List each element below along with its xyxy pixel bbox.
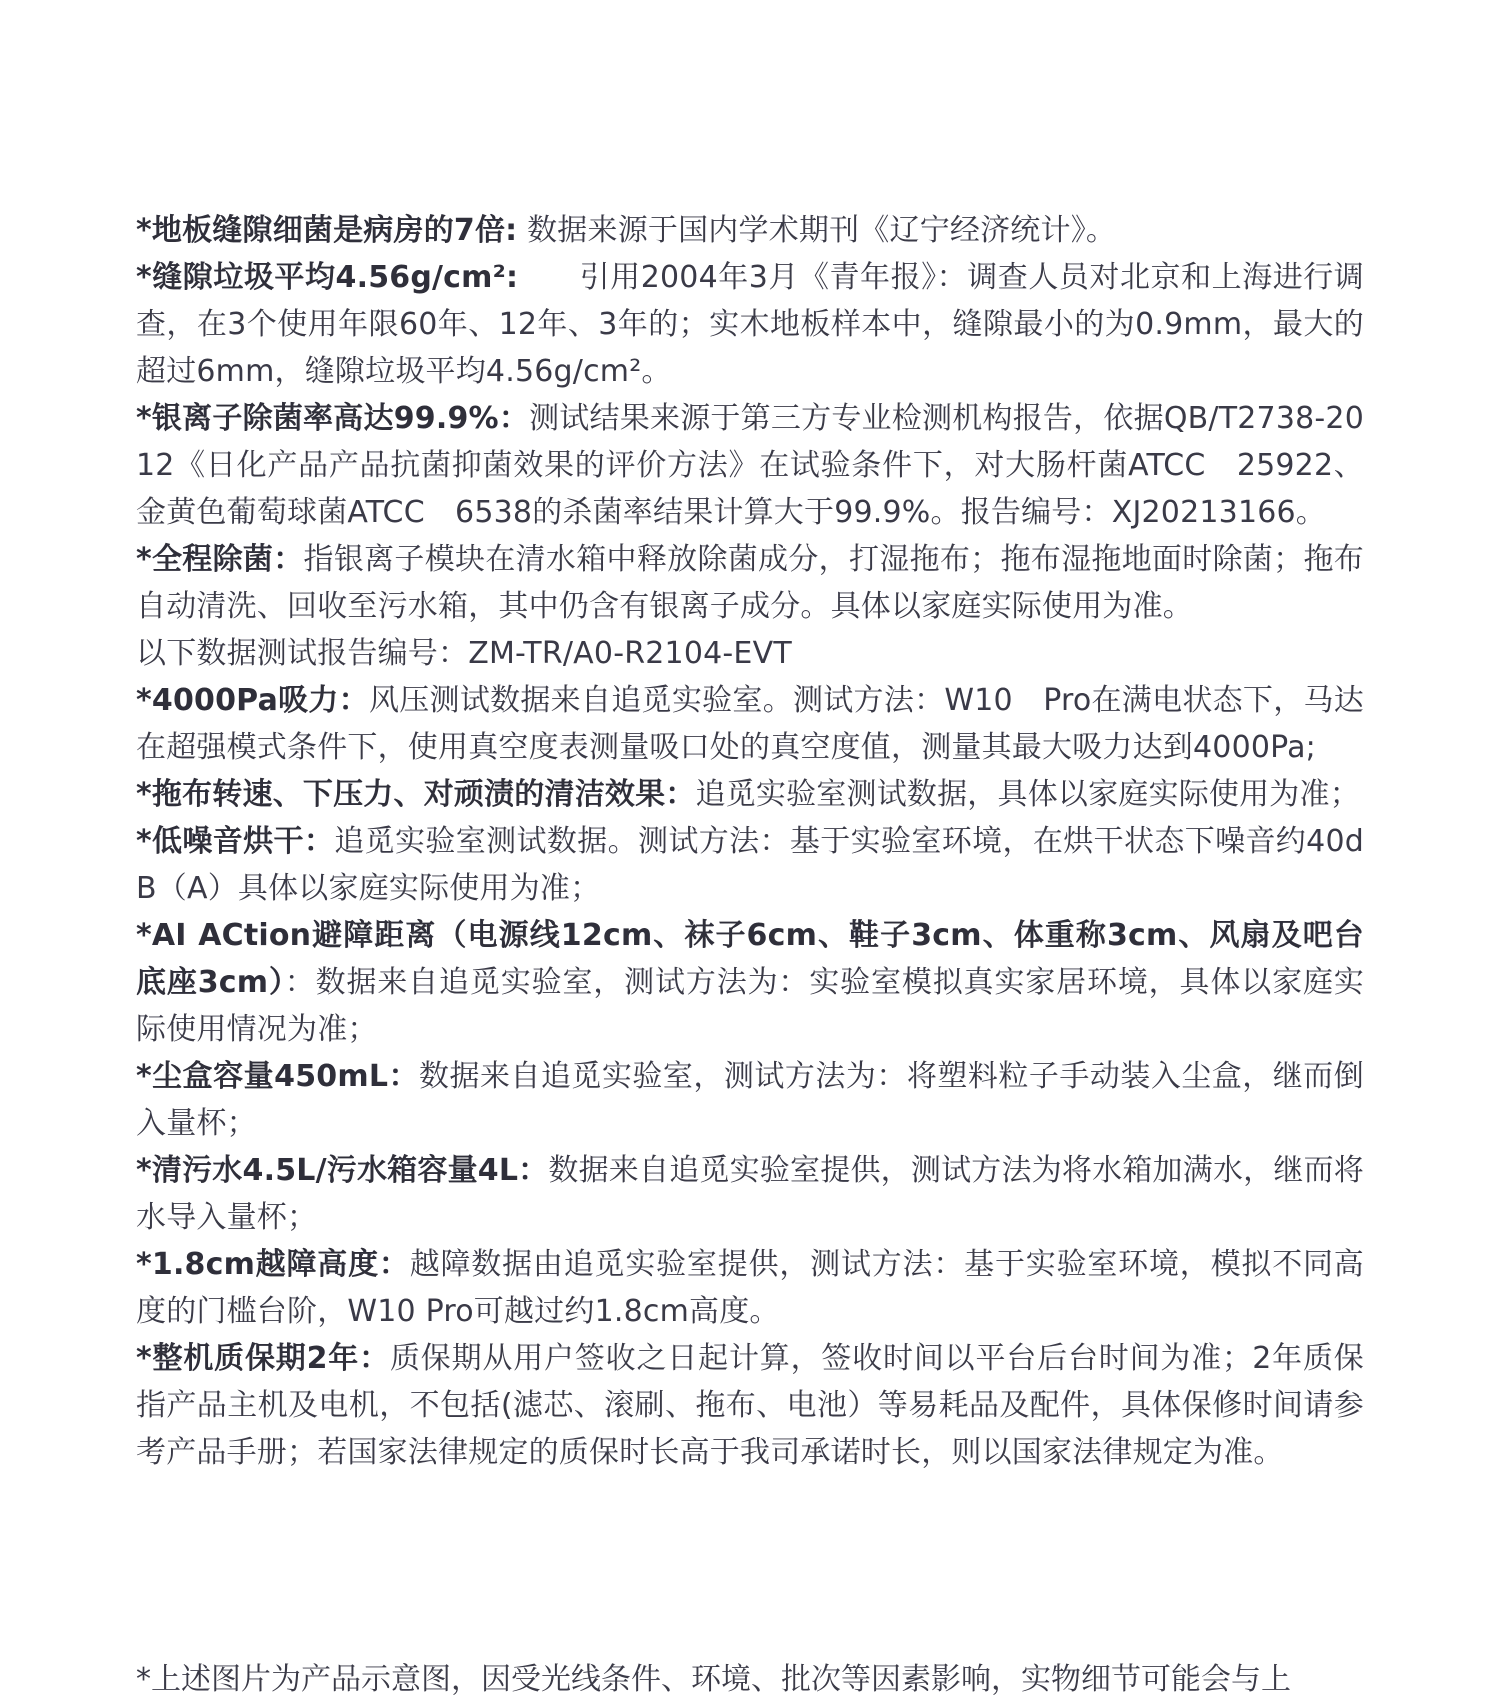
note-label: *4000Pa吸力： — [136, 683, 369, 718]
note-suction — [136, 677, 1364, 771]
note-label: *地板缝隙细菌是病房的7倍: — [136, 213, 518, 248]
note-text: 测试结果来源于第三方专业检测机构报告，依据QB/T2738-2012《日化产品产品抗菌抑菌效果的评价方法》在试验条件下，对大肠杆菌ATCC 25922、金黄色葡萄球菌ATCC 6538的杀菌率结果计算大于99.9%。报告编号：XJ20213166。 — [136, 401, 1364, 530]
note-text: 指银离子模块在清水箱中释放除菌成分，打湿拖布；拖布湿拖地面时除菌；拖布自动清洗、回收至污水箱，其中仍含有银离子成分。具体以家庭实际使用为准。 — [136, 542, 1365, 624]
note-text: 引用2004年3月《青年报》：调查人员对北京和上海进行调查，在3个使用年限60年、12年、3年的；实木地板样本中，缝隙最小的为0.9mm，最大的超过6mm，缝隙垃圾平均4.56g/cm²。 — [136, 260, 1365, 389]
note-obstacle-avoidance — [136, 912, 1364, 1053]
note-text: 追觅实验室测试数据。测试方法：基于实验室环境，在烘干状态下噪音约40dB（A）具体以家庭实际使用为准； — [136, 824, 1364, 906]
note-water-tanks — [136, 1147, 1364, 1241]
note-low-noise-drying — [136, 818, 1364, 912]
note-dust-box — [136, 1053, 1364, 1147]
note-label: *清污水4.5L/污水箱容量4L： — [136, 1153, 549, 1188]
footnotes-section — [136, 207, 1364, 1476]
note-label: *缝隙垃圾平均4.56g/cm²: — [136, 260, 519, 295]
note-text: 数据来自追觅实验室提供，测试方法为将水箱加满水，继而将水导入量杯； — [136, 1153, 1364, 1235]
note-text: 追觅实验室测试数据，具体以家庭实际使用为准； — [695, 777, 1360, 812]
note-label: *AI ACtion避障距离（电源线12cm、袜子6cm、鞋子3cm、体重称3cm、风扇及吧台底座3cm） — [136, 918, 1364, 1000]
note-label: *尘盒容量450mL： — [136, 1059, 419, 1094]
note-text: 数据来自追觅实验室，测试方法为：将塑料粒子手动装入尘盒，继而倒入量杯； — [136, 1059, 1364, 1141]
note-gap-dirt — [136, 254, 1364, 395]
note-silver-ion — [136, 395, 1364, 536]
note-label: *1.8cm越障高度： — [136, 1247, 410, 1282]
note-text: 风压测试数据来自追觅实验室。测试方法：W10 Pro在满电状态下，马达在超强模式条件下，使用真空度表测量吸口处的真空度值，测量其最大吸力达到4000Pa; — [136, 683, 1364, 765]
note-obstacle-height — [136, 1241, 1364, 1335]
note-label: *低噪音烘干： — [136, 824, 335, 859]
note-text: 数据来源于国内学术期刊《辽宁经济统计》。 — [517, 213, 1117, 248]
note-label: *拖布转速、下压力、对顽渍的清洁效果： — [136, 777, 696, 812]
note-label: *整机质保期2年： — [136, 1341, 390, 1376]
note-report-number — [136, 630, 1364, 677]
note-text: 以下数据测试报告编号：ZM-TR/A0-R2104-EVT — [136, 636, 792, 671]
note-text: 质保期从用户签收之日起计算，签收时间以平台后台时间为准；2年质保指产品主机及电机，不包括(滤芯、滚刷、拖布、电池）等易耗品及配件，具体保修时间请参考产品手册；若国家法律规定的质保时长高于我司承诺时长，则以国家法律规定为准。 — [136, 1341, 1364, 1470]
image-disclaimer: *上述图片为产品示意图，因受光线条件、环境、批次等因素影响，实物细节可能会与上 — [136, 1662, 1291, 1697]
note-label: *全程除菌： — [136, 542, 304, 577]
note-warranty — [136, 1335, 1364, 1476]
note-full-sterilization — [136, 536, 1364, 630]
note-mop-speed — [136, 771, 1364, 818]
note-text: ：数据来自追觅实验室，测试方法为：实验室模拟真实家居环境，具体以家庭实际使用情况为准； — [136, 965, 1365, 1047]
note-text: 越障数据由追觅实验室提供，测试方法：基于实验室环境，模拟不同高度的门槛台阶，W10 Pro可越过约1.8cm高度。 — [136, 1247, 1365, 1329]
note-label: *银离子除菌率高达99.9%： — [136, 401, 530, 436]
note-floor-gap-bacteria — [136, 207, 1364, 254]
